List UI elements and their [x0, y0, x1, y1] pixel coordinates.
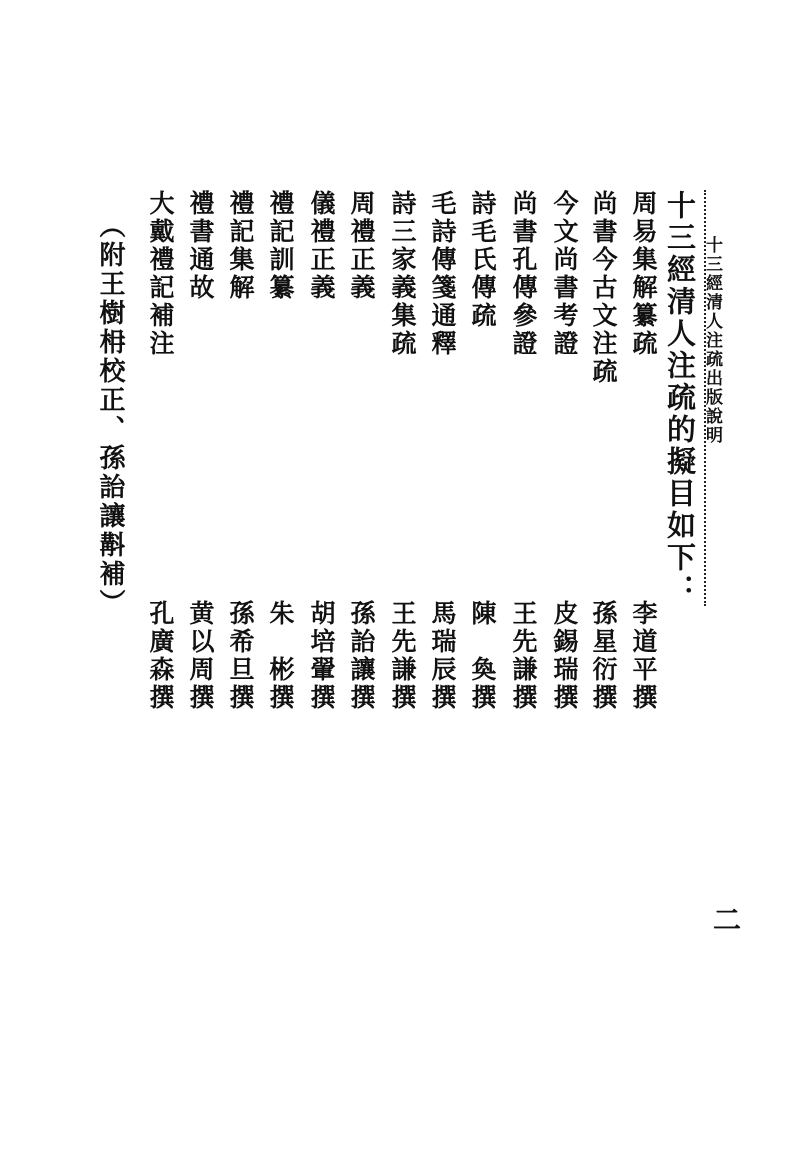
entry-author: 孫詒讓撰 — [347, 600, 376, 712]
entry-title: 詩三家義集疏 — [388, 190, 417, 358]
entry-title: 儀禮正義 — [307, 190, 336, 302]
entry-author: 陳 奐撰 — [468, 600, 497, 712]
entry-author: 李道平撰 — [629, 600, 658, 712]
entry-author: 朱 彬撰 — [266, 600, 295, 712]
page-number: 二 — [709, 905, 742, 933]
entry-title: 禮書通故 — [186, 190, 215, 302]
running-header: 十三經清人注疏出版說明 — [702, 236, 722, 445]
entry-author: 孔廣森撰 — [146, 600, 175, 712]
entry-title: 周易集解纂疏 — [629, 190, 658, 358]
entry-title: 尚書孔傳參證 — [509, 190, 538, 358]
entry-title: 禮記集解 — [226, 190, 255, 302]
entry-author: 皮錫瑞撰 — [550, 600, 579, 712]
entry-author: 孫星衍撰 — [589, 600, 618, 712]
intro-heading: 十三經清人注疏的擬目如下： — [660, 190, 706, 606]
entry-author: 黄以周撰 — [186, 600, 215, 712]
entry-author: 胡培翬撰 — [307, 600, 336, 712]
entry-title: 毛詩傳箋通釋 — [428, 190, 457, 358]
entry-title: 尚書今古文注疏 — [589, 190, 618, 386]
entry-title: 大戴禮記補注 — [146, 190, 175, 358]
entry-author: 馬瑞辰撰 — [428, 600, 457, 712]
entry-title: 詩毛氏傳疏 — [468, 190, 497, 330]
entry-author: 王先謙撰 — [388, 600, 417, 712]
supplement-note: （附王樹枏校正、孫詒讓斠補） — [95, 212, 125, 618]
entry-title: 禮記訓纂 — [266, 190, 295, 302]
entry-author: 孫希旦撰 — [226, 600, 255, 712]
entry-title: 周禮正義 — [347, 190, 376, 302]
entry-title: 今文尚書考證 — [550, 190, 579, 358]
entry-author: 王先謙撰 — [509, 600, 538, 712]
